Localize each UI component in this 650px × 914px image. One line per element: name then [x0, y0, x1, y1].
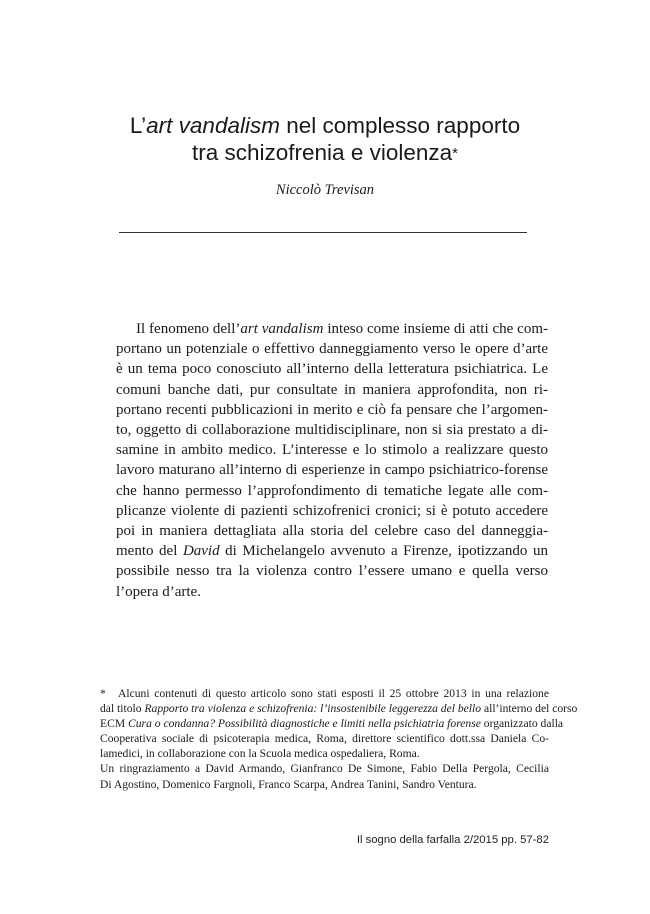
footnote-marker: *: [100, 687, 106, 700]
abstract-line: lavoro maturano all’interno di esperienze in campo psichiatrico-forense: [116, 462, 548, 479]
footnote-italic-title: Cura o condanna? Possibilità diagnostiche e limiti nella psichiatria forense: [128, 717, 481, 731]
abstract-italic-term: art vandalism: [240, 321, 324, 337]
footnote-line: * Alcuni contenuti di questo articolo sono stati esposti il 25 ottobre 2013 in una relazione: [100, 687, 549, 700]
abstract-line: portano un potenziale o effettivo danneggiamento verso le opere d’arte: [116, 341, 548, 358]
abstract-line: che hanno permesso l’approfondimento di tematiche legate alle com-: [116, 482, 548, 499]
footnote-line: Di Agostino, Domenico Fargnoli, Franco Scarpa, Andrea Tanini, Sandro Ventura.: [100, 777, 477, 791]
footnote-line: Cooperativa sociale di psicoterapia medica, Roma, direttore scientifico dott.ssa Daniela Co-: [100, 732, 549, 746]
footnote: [100, 686, 578, 792]
article-title: [0, 112, 650, 167]
abstract-line: l’opera d’arte.: [116, 583, 201, 600]
abstract-line: mento del David di Michelangelo avvenuto a Firenze, ipotizzando un: [116, 543, 548, 560]
abstract-line: possibile nesso tra la violenza contro l’essere umano e quella verso: [116, 563, 548, 580]
footnote-line: Un ringraziamento a David Armando, Gianfranco De Simone, Fabio Della Pergola, Cecilia: [100, 762, 549, 776]
title-divider: [119, 232, 527, 233]
footnote-line: dal titolo Rapporto tra violenza e schizofrenia: l’insostenibile leggerezza del bello all’interno del corso: [100, 702, 578, 716]
title-footnote-marker[interactable]: *: [452, 145, 458, 162]
abstract-paragraph: [116, 319, 548, 602]
abstract-line: portano recenti pubblicazioni in merito e ciò fa pensare che l’argomen-: [116, 401, 548, 418]
abstract-line: è un tema poco conosciuto all’interno della letteratura psichiatrica. Le: [116, 361, 548, 378]
title-italic-term: art vandalism: [146, 113, 280, 138]
abstract-line: poi in maniera dettagliata alla storia del celebre caso del danneggia-: [116, 523, 548, 540]
title-line-1: [0, 112, 650, 139]
footnote-italic-title: Rapporto tra violenza e schizofrenia: l’insostenibile leggerezza del bello: [144, 702, 482, 716]
abstract-line: comuni banche dati, pur consultate in maniera approfondita, non ri-: [116, 381, 548, 398]
title-line-2: [0, 139, 650, 167]
footnote-line: ECM Cura o condanna? Possibilità diagnostiche e limiti nella psichiatria forense organizzato dalla: [100, 717, 564, 731]
author-name: Niccolò Trevisan: [275, 182, 375, 198]
abstract-line: plicanze violente di pazienti schizofrenici cronici; si è potuto accedere: [116, 502, 548, 519]
abstract-italic-term: David: [182, 543, 220, 560]
title-line-2-text: tra schizofrenia e violenza: [192, 140, 453, 165]
title-line-1-rest: nel complesso rapporto: [279, 113, 521, 138]
footnote-line: lamedici, in collaborazione con la Scuola medica ospedaliera, Roma.: [100, 747, 420, 761]
abstract-line: samine in ambito medico. L’interesse e lo stimolo a realizzare questo: [116, 442, 548, 459]
abstract-line: to, oggetto di collaborazione multidisciplinare, non si sia prestato a di-: [116, 422, 548, 439]
running-footer: Il sogno della farfalla 2/2015 pp. 57-82: [356, 834, 549, 846]
title-prefix: L’: [129, 113, 147, 138]
abstract-line: Il fenomeno dell’art vandalism inteso come insieme di atti che com-: [136, 321, 548, 337]
